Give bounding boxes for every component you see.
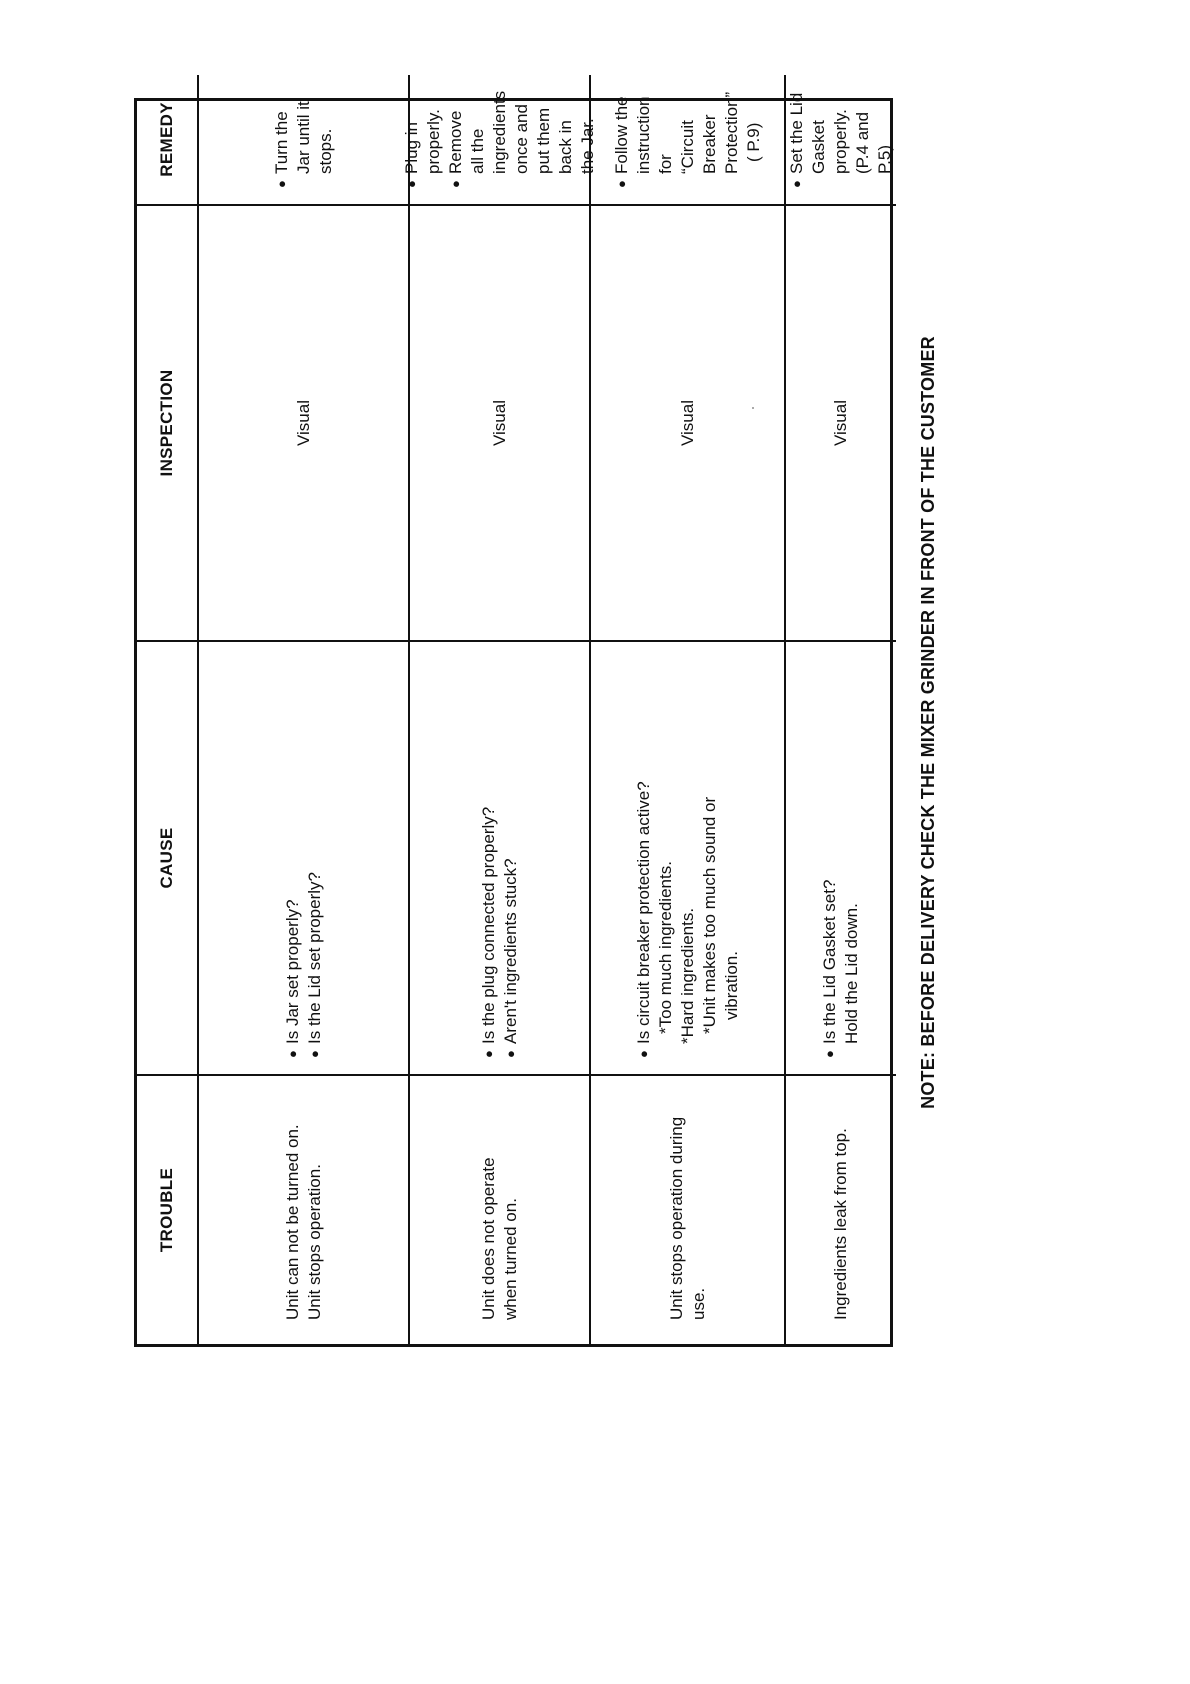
cause-subline: *Hard ingredients.	[677, 907, 697, 1044]
trouble-line: Unit does not operate	[478, 1157, 498, 1320]
row1-cause	[199, 640, 410, 1074]
cause-bullet	[633, 781, 743, 1058]
remedy-line: ● Follow the instruction for	[611, 96, 675, 174]
row2-trouble	[410, 1074, 591, 1344]
troubleshooting-table	[134, 90, 894, 1347]
cause-bullet	[819, 880, 863, 1058]
trouble-line: Ingredients leak from top.	[831, 1128, 850, 1320]
trouble-line: use.	[688, 1287, 708, 1320]
remedy-line: once and put them back in	[511, 104, 575, 174]
trouble-line: when turned on.	[500, 1198, 520, 1320]
remedy-bullet: ● Turn the Jar until it stops.	[271, 91, 337, 188]
header-cause: CAUSE	[137, 640, 199, 1074]
trouble-line: Unit stops operation.	[304, 1164, 324, 1320]
remedy-line: “Circuit Breaker Protection”	[677, 91, 741, 174]
remedy-line: ● Set the Lid Gasket properly.	[787, 92, 850, 174]
header-remedy: REMEDY	[137, 75, 199, 204]
row2-inspection: Visual	[410, 204, 591, 640]
row4-remedy	[786, 75, 896, 204]
row4-cause	[786, 640, 896, 1074]
remedy-line: the Jar.	[577, 118, 597, 174]
cause-line: Hold the Lid down.	[842, 903, 861, 1044]
remedy-line: (P.4 and P.5)	[853, 111, 894, 174]
cause-bullet: ● Is the plug connected properly?	[478, 807, 500, 1058]
cause-subline: *Too much ingredients.	[655, 861, 675, 1034]
row2-cause	[410, 640, 591, 1074]
row1-inspection: Visual	[199, 204, 410, 640]
scan-speck	[752, 407, 754, 409]
cause-line: ● Is circuit breaker protection active?	[633, 781, 653, 1044]
trouble-line: Unit can not be turned on.	[282, 1124, 302, 1320]
cause-bullet: ● Is Jar set properly?	[282, 872, 304, 1058]
remedy-bullet	[786, 91, 896, 188]
remedy-bullet: ● Plug in properly.	[401, 91, 445, 188]
row3-cause	[591, 640, 786, 1074]
row4-trouble	[786, 1074, 896, 1344]
header-trouble: TROUBLE	[137, 1074, 199, 1344]
remedy-bullet	[445, 91, 599, 188]
row3-trouble	[591, 1074, 786, 1344]
row1-remedy	[199, 75, 410, 204]
remedy-line: ( P.9)	[743, 122, 763, 162]
trouble-line: Unit stops operation during	[666, 1116, 686, 1320]
row3-remedy	[591, 75, 786, 204]
delivery-note: NOTE: BEFORE DELIVERY CHECK THE MIXER GRINDER IN FRONT OF THE CUSTOMER	[918, 336, 938, 1109]
cause-subline: vibration.	[721, 951, 741, 1020]
header-inspection: INSPECTION	[137, 204, 199, 640]
row2-remedy	[401, 75, 597, 204]
row1-trouble	[199, 1074, 410, 1344]
row3-inspection: Visual	[591, 204, 786, 640]
cause-line: ● Is the Lid Gasket set?	[820, 879, 839, 1044]
cause-bullet: ● Is the Lid set properly?	[304, 872, 326, 1058]
cause-bullet: ● Aren't ingredients stuck?	[500, 807, 522, 1058]
remedy-line: ● Remove all the ingredients	[445, 90, 509, 174]
cause-subline: *Unit makes too much sound or	[699, 796, 719, 1034]
row4-inspection: Visual	[786, 204, 896, 640]
remedy-bullet	[611, 91, 765, 188]
